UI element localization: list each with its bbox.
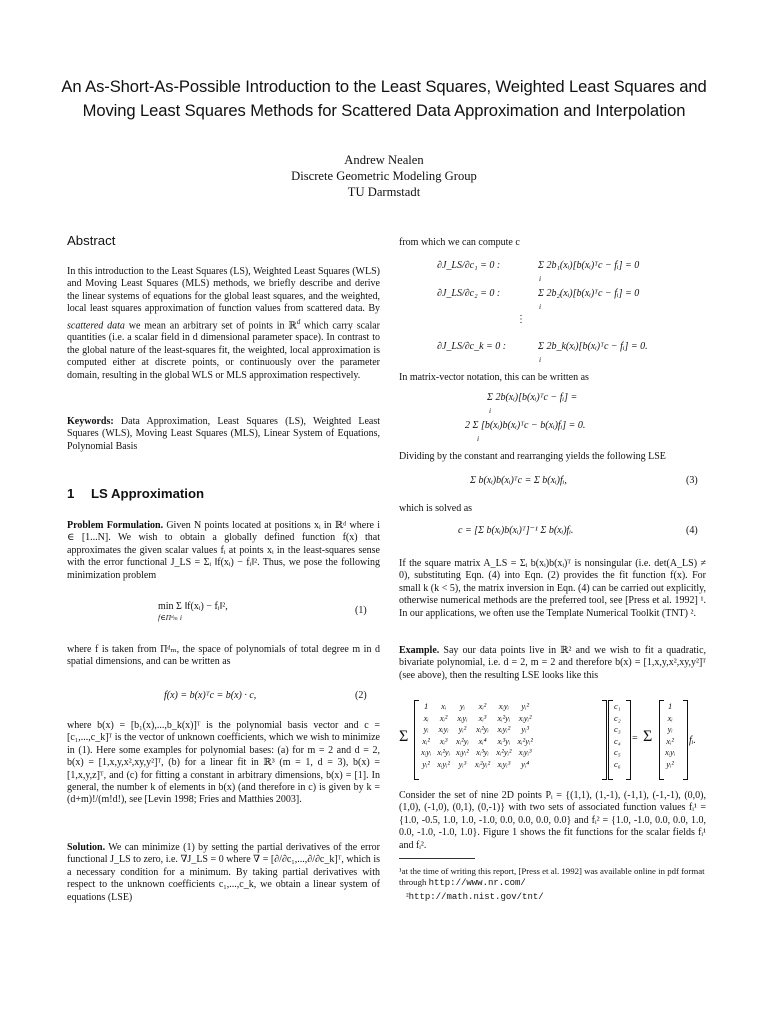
matrix-equals: = bbox=[632, 733, 638, 744]
c-vector-cell: c₃ bbox=[614, 724, 621, 734]
matrix-row bbox=[418, 701, 536, 713]
equation-2: f(x) = b(x)ᵀc = b(x) · c, bbox=[164, 690, 257, 701]
matrix-cell: xᵢ bbox=[423, 712, 429, 723]
rhs-vector-cell: yᵢ bbox=[667, 724, 673, 734]
matrix-cell: yᵢ³ bbox=[521, 724, 530, 734]
pf-label: Problem Formulation. bbox=[67, 520, 164, 531]
matrix-cell: yᵢ³ bbox=[458, 758, 467, 769]
abstract-paragraph: In this introduction to the Least Squares (LS), Weighted Least Squares (WLS) and Moving Least Squares (MLS) methods, we briefly describe and derive the linear systems of equations for the global least squares, and the weighted, local least squares approximation of function values from scattered data. By scattered data we mean an arbitrary set of points in ℝ$^d$ which carry scalar quantities (i.e. a scalar field in d dimensional parameter space). In contrast to the global nature of the least-squares fit, the weighted, local approximation is computed either at discrete points, or continuously over the parameter domain, resulting in the global WLS or MLS approximation respectively. bbox=[67, 266, 381, 381]
paper-title: An As-Short-As-Possible Introduction to the Least Squares, Weighted Least Squares and Moving Least Squares Methods for Scattered Data Approximation and Interpolation bbox=[61, 77, 707, 120]
rhs-vector-row bbox=[662, 736, 678, 748]
matrix-row bbox=[418, 747, 536, 759]
matrix-row bbox=[418, 759, 536, 771]
eq4-number: (4) bbox=[686, 525, 698, 536]
matrix-cell: xᵢyᵢ bbox=[498, 701, 509, 711]
matrix-cell: yᵢ bbox=[459, 701, 465, 711]
abstract-text-1: In this introduction to the Least Squares (LS), Weighted Least Squares (WLS) and Moving Least Squares (MLS) methods, we briefly describe and derive the linear systems of equations for the global least squares, and the weighted, local least squares approximation of function values from scattered data. By bbox=[67, 266, 380, 315]
lse-matrix bbox=[418, 701, 536, 770]
eq2-number: (2) bbox=[355, 690, 367, 701]
rhs-vector bbox=[662, 701, 678, 770]
matrix-cell: xᵢyᵢ² bbox=[456, 747, 469, 757]
rhs-vector-cell: yᵢ² bbox=[666, 758, 674, 769]
mv-1-index: i bbox=[489, 406, 492, 415]
matrix-cell: xᵢ³ bbox=[439, 735, 448, 746]
fn1-link[interactable]: http://www.nr.com/ bbox=[428, 878, 526, 888]
matrix-cell: xᵢyᵢ² bbox=[497, 724, 511, 734]
footnote-1 bbox=[399, 866, 706, 889]
rhs-vector-row bbox=[662, 713, 678, 725]
rhs-vector-cell: xᵢyᵢ bbox=[665, 747, 676, 757]
deriv-1-rhs: Σ 2b₁(xᵢ)[b(xᵢ)ᵀc − fᵢ] = 0 bbox=[538, 260, 640, 271]
keywords-text: Data Approximation, Least Squares (LS), Weighted Least Squares (WLS), Moving Least Squares (MLS), Linear System of Equations, Polynomial Basis bbox=[67, 416, 381, 452]
matrix-fi: fᵢ. bbox=[689, 735, 696, 746]
rhs-vector-row bbox=[662, 759, 678, 771]
affiliation-university: TU Darmstadt bbox=[347, 185, 421, 199]
c-vector-cell: c₂ bbox=[614, 712, 621, 723]
section-title: LS Approximation bbox=[91, 486, 205, 501]
matrix-cell: xᵢyᵢ bbox=[457, 712, 468, 723]
matrix-row bbox=[418, 713, 536, 725]
matrix-cell: xᵢyᵢ bbox=[438, 724, 449, 734]
c-vector bbox=[611, 701, 624, 770]
solution-paragraph bbox=[67, 842, 380, 904]
matrix-cell: xᵢ²yᵢ² bbox=[517, 735, 533, 746]
matrix-cell: xᵢ³ bbox=[478, 712, 487, 723]
matrix-cell: xᵢ²yᵢ bbox=[437, 747, 451, 757]
right-intro: from which we can compute c bbox=[399, 237, 520, 248]
matrix-cell: xᵢ²yᵢ² bbox=[474, 758, 491, 769]
rhs-vector-cell: 1 bbox=[668, 701, 673, 711]
after-eq1: where f is taken from Πᵈₘ, the space of polynomials of total degree m in d spatial dimensions, and can be written as bbox=[67, 644, 380, 668]
deriv-2-rhs: Σ 2b₂(xᵢ)[b(xᵢ)ᵀc − fᵢ] = 0 bbox=[538, 288, 640, 299]
c-vector-table bbox=[611, 701, 624, 770]
rhs-sum: Σ bbox=[643, 728, 653, 745]
matrix-cell: yᵢ² bbox=[422, 758, 430, 769]
c-vector-cell: c₄ bbox=[614, 735, 621, 746]
c-vector-cell: c₆ bbox=[614, 758, 621, 769]
matrix-cell: xᵢ² bbox=[439, 712, 448, 723]
abstract-text-3: which carry scalar quantities (i.e. a scalar field in d dimensional parameter space). In contrast to the global nature of the least-squares fit, the weighted, local approximation is computed either at discrete points, or continuously over the parameter domain, resulting in the global WLS or MLS approximation respectively. bbox=[67, 319, 381, 381]
matrix-cell: xᵢ²yᵢ bbox=[497, 712, 511, 723]
matrix-cell: yᵢ bbox=[423, 724, 429, 734]
matrix-cell: xᵢyᵢ² bbox=[518, 712, 532, 723]
c-vector-cell: c₅ bbox=[614, 747, 621, 757]
abstract-emph: scattered data bbox=[67, 319, 125, 331]
lse-matrix-table bbox=[418, 701, 536, 770]
deriv-1-lhs: ∂J_LS/∂c₁ = 0 : bbox=[437, 260, 501, 271]
equation-1 bbox=[158, 601, 228, 624]
problem-formulation bbox=[67, 520, 380, 582]
c-vector-row bbox=[611, 747, 624, 759]
matrix-cell: xᵢ²yᵢ² bbox=[496, 747, 512, 757]
after-eq2: where b(x) = [b₁(x),...,b_k(x)]ᵀ is the polynomial basis vector and c = [c₁,...,c_k]ᵀ is the vector of unknown coefficients, which we wish to minimize in (1). Here some examples for polynomial bases: (a) for m = 2 and d = 2, b(x) = [1,x,y,x²,xy,y²]ᵀ, (b) for a linear fit in ℝ³ (m = 1, d = 3), b(x) = [1,x,y,z]ᵀ, and (c) for fitting a constant in arbitrary dimensions, b(x) = [1]. In general, the number k of elements in b(x) (and therefore in c) is given by k = (d+m)!/(m!d!), see [Levin 1998; Fries and Matthies 2003]. bbox=[67, 720, 380, 806]
matrix-cell: yᵢ² bbox=[521, 701, 530, 711]
matrix-cell: xᵢyᵢ³ bbox=[497, 758, 511, 769]
deriv-2-lhs: ∂J_LS/∂c₂ = 0 : bbox=[437, 288, 501, 299]
matrix-cell: 1 bbox=[424, 701, 429, 711]
square-matrix-paragraph: If the square matrix A_LS = Σᵢ b(xᵢ)b(xᵢ)ᵀ is nonsingular (i.e. det(A_LS) ≠ 0), substituting Eqn. (4) into Eqn. (2) provides the fit function f(x). For small k (k < 5), the matrix inversion in Eqn. (4) can be carried out explicitly, otherwise numerical methods are the preferred tool, see [Press et al. 1992] ¹. In our applications, we often use the Template Numerical Toolkit (TNT) ². bbox=[399, 558, 706, 619]
eq1-number: (1) bbox=[355, 605, 367, 616]
matrix-cell: xᵢ²yᵢ bbox=[456, 735, 469, 746]
pf-text: Given N points located at positions xᵢ in ℝᵈ where i ∈ [1...N]. We wish to obtain a globally defined function f(x) that approximates the given scalar values fᵢ at points xᵢ in the least-squares sense with the error functional J_LS = Σᵢ ‖f(xᵢ) − fᵢ‖². Thus, we pose the following minimization problem bbox=[67, 520, 380, 581]
keywords-paragraph bbox=[67, 416, 380, 453]
matrix-cell: yᵢ⁴ bbox=[521, 758, 530, 769]
rhs-vector-row bbox=[662, 701, 678, 713]
deriv-2-index: i bbox=[539, 302, 542, 311]
c-vector-cell: c₁ bbox=[614, 701, 621, 711]
rhs-bracket-right bbox=[683, 700, 688, 780]
matrix-sum: Σ bbox=[399, 728, 409, 745]
matrix-cell: xᵢyᵢ³ bbox=[518, 747, 532, 757]
section-number: 1 bbox=[67, 486, 75, 501]
ex-text: Say our data points live in ℝ² and we wish to fit a quadratic, bivariate polynomial, i.e. d = 2, m = 2 and therefore b(x) = [1,x,y,x²,xy,y²]ᵀ (see above), then the resulting LSE looks like this bbox=[399, 645, 707, 681]
c-bracket-right bbox=[626, 700, 631, 780]
rhs-vector-table bbox=[662, 701, 678, 770]
matrix-cell: xᵢ³yᵢ bbox=[497, 735, 511, 746]
eq1-sub: f∈Πᵈₘ i bbox=[158, 613, 182, 622]
equation-3: Σ b(xᵢ)b(xᵢ)ᵀc = Σ b(xᵢ)fᵢ, bbox=[470, 475, 567, 486]
fn2-mark: ² bbox=[406, 891, 409, 901]
example-paragraph bbox=[399, 645, 706, 682]
c-vector-row bbox=[611, 713, 624, 725]
fn2-link[interactable]: http://math.nist.gov/tnt/ bbox=[408, 892, 544, 902]
divide-paragraph: Dividing by the constant and rearranging yields the following LSE bbox=[399, 451, 666, 462]
footnote-rule bbox=[399, 858, 475, 859]
c-vector-row bbox=[611, 736, 624, 748]
section-heading bbox=[67, 486, 204, 501]
deriv-1-index: i bbox=[539, 274, 542, 283]
matrix-cell: xᵢ³yᵢ bbox=[476, 747, 489, 757]
abstract-heading: Abstract bbox=[67, 233, 116, 248]
matrix-cell: xᵢ² bbox=[478, 701, 487, 711]
matrix-row bbox=[418, 724, 536, 736]
rhs-vector-row bbox=[662, 747, 678, 759]
rhs-vector-cell: xᵢ bbox=[667, 712, 673, 723]
matrix-cell: xᵢ bbox=[441, 701, 447, 711]
author-name: Andrew Nealen bbox=[344, 153, 424, 167]
deriv-k-index: i bbox=[539, 355, 542, 364]
author-block bbox=[184, 152, 584, 200]
matrix-cell: xᵢ⁴ bbox=[478, 735, 487, 746]
deriv-k-lhs: ∂J_LS/∂c_k = 0 : bbox=[437, 341, 507, 352]
mv-2-index: i bbox=[477, 434, 480, 443]
matrix-bracket-right bbox=[602, 700, 607, 780]
mv-line-1: Σ 2b(xᵢ)[b(xᵢ)ᵀc − fᵢ] = bbox=[487, 392, 578, 403]
sol-text: We can minimize (1) by setting the partial derivatives of the error functional J_LS to zero, i.e. ∇J_LS = 0 where ∇ = [∂/∂c₁,...,∂/∂c_k]ᵀ, which is a necessary condition for a minimum. By taking partial derivatives with respect to the unknown coefficients c₁,...,c_k, we obtain a linear system of equations (LSE) bbox=[67, 842, 381, 903]
c-vector-row bbox=[611, 701, 624, 713]
affiliation-group: Discrete Geometric Modeling Group bbox=[291, 169, 477, 183]
consider-paragraph: Consider the set of nine 2D points Pᵢ = {(1,1), (1,-1), (-1,1), (-1,-1), (0,0), (1,0), (-1,0), (0,1), (0,-1)} with two sets of associated function values fᵢ¹ = {1.0, -0.5, 1.0, 1.0, -1.0, 0.0, 0.0, 0.0, 0.0} and fᵢ² = {1.0, -1.0, 0.0, 0.0, 1.0, 0.0, -1.0, -1.0, 1.0}. Figure 1 shows the fit functions for the scalar fields fᵢ¹ and fᵢ². bbox=[399, 790, 706, 851]
matrix-vector-intro: In matrix-vector notation, this can be written as bbox=[399, 372, 589, 383]
c-vector-row bbox=[611, 759, 624, 771]
matrix-cell: xᵢyᵢ bbox=[421, 747, 432, 757]
rhs-vector-row bbox=[662, 724, 678, 736]
deriv-vdots: ⋮ bbox=[516, 314, 526, 325]
matrix-cell: xᵢ²yᵢ bbox=[476, 724, 489, 734]
matrix-cell: xᵢyᵢ² bbox=[437, 758, 451, 769]
matrix-row bbox=[418, 736, 536, 748]
deriv-k-rhs: Σ 2b_k(xᵢ)[b(xᵢ)ᵀc − fᵢ] = 0. bbox=[538, 341, 648, 352]
matrix-cell: yᵢ² bbox=[458, 724, 467, 734]
ex-label: Example. bbox=[399, 645, 440, 656]
eq1-body: min Σ ‖f(xᵢ) − fᵢ‖², bbox=[158, 601, 228, 612]
c-vector-row bbox=[611, 724, 624, 736]
rhs-vector-cell: xᵢ² bbox=[666, 735, 674, 746]
footnote-2 bbox=[406, 891, 544, 903]
mv-line-2: 2 Σ [b(xᵢ)b(xᵢ)ᵀc − b(xᵢ)fᵢ] = 0. bbox=[465, 420, 586, 431]
equation-4: c = [Σ b(xᵢ)b(xᵢ)ᵀ]⁻¹ Σ b(xᵢ)fᵢ. bbox=[458, 525, 574, 536]
matrix-cell: xᵢ² bbox=[422, 735, 430, 746]
keywords-label: Keywords: bbox=[67, 416, 114, 427]
eq3-number: (3) bbox=[686, 475, 698, 486]
solved-paragraph: which is solved as bbox=[399, 503, 473, 514]
abstract-text-2: we mean an arbitrary set of points in ℝ bbox=[124, 319, 297, 331]
fn1-text: ¹at the time of writing this report, [Press et al. 1992] was available online in pdf format through bbox=[399, 866, 705, 887]
sol-label: Solution. bbox=[67, 842, 106, 853]
